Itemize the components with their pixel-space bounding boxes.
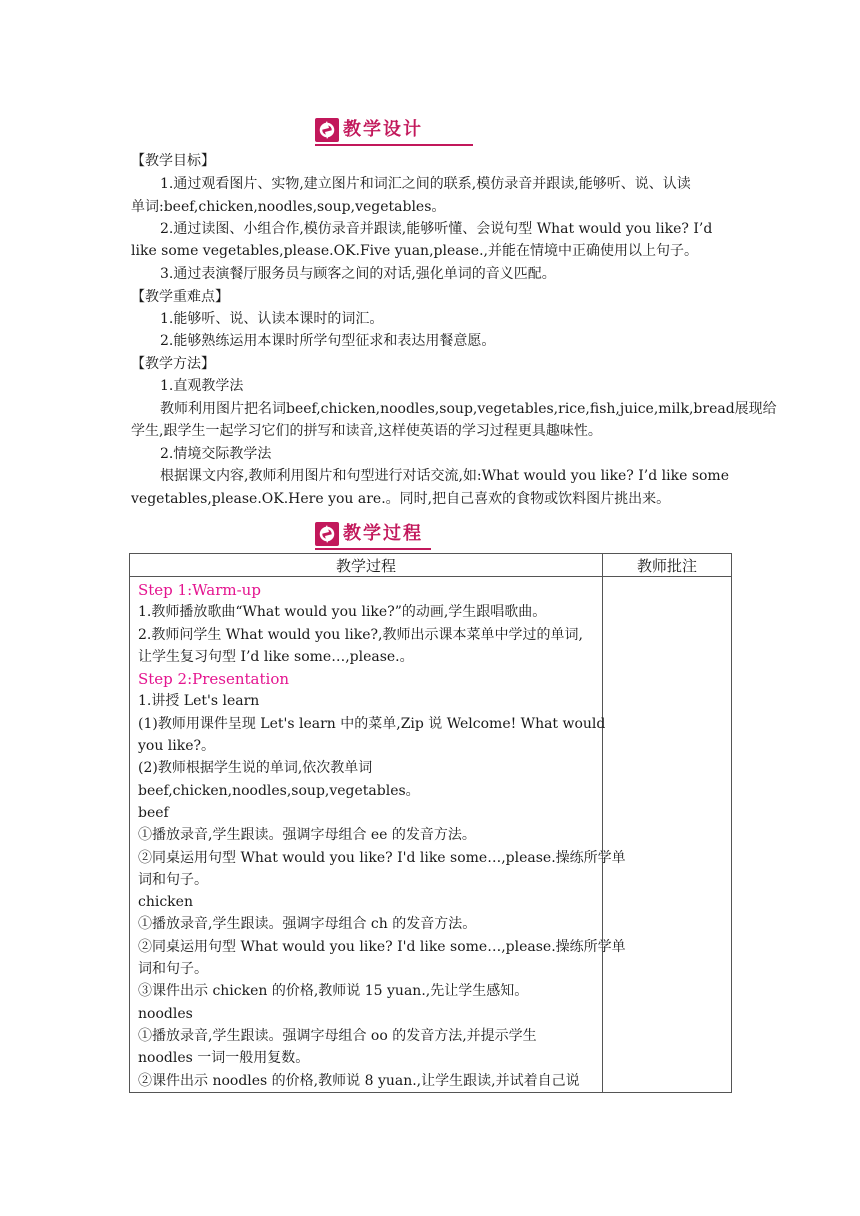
process-line: 1.教师播放歌曲“What would you like?”的动画,学生跟唱歌曲。	[138, 604, 547, 621]
title-underline	[315, 144, 473, 146]
objectives-line: like some vegetables,please.OK.Five yuan,please.,并能在情境中正确使用以上句子。	[131, 243, 698, 259]
step-heading: Step 2:Presentation	[138, 670, 290, 689]
section-banner-process	[315, 522, 423, 546]
objectives-heading: 【教学目标】	[131, 153, 215, 169]
methods-line: 学生,跟学生一起学习它们的拼写和读音,这样使英语的学习过程更具趣味性。	[131, 423, 602, 439]
section-title: 教学过程	[343, 523, 423, 544]
methods-line: 1.直观教学法	[160, 378, 244, 394]
process-content-cell	[130, 577, 626, 1093]
process-table	[129, 553, 732, 1093]
process-line: beef	[138, 804, 169, 821]
process-line: ①播放录音,学生跟读。强调字母组合 oo 的发音方法,并提示学生	[138, 1027, 537, 1044]
step-heading: Step 1:Warm-up	[138, 581, 261, 599]
objectives-line: 2.通过读图、小组合作,模仿录音并跟读,能够听懂、会说句型 What would you like? I’d	[160, 221, 713, 237]
methods-line: 2.情境交际教学法	[160, 446, 272, 462]
process-line: chicken	[138, 894, 193, 911]
methods-heading: 【教学方法】	[131, 356, 215, 372]
process-line: you like?。	[138, 738, 216, 755]
process-line: 1.讲授 Let's learn	[138, 693, 260, 710]
process-line: beef,chicken,noodles,soup,vegetables。	[138, 782, 420, 799]
table-header-row	[130, 554, 732, 577]
process-line: 词和句子。	[138, 871, 208, 888]
process-line: noodles	[138, 1005, 193, 1022]
process-line: ①播放录音,学生跟读。强调字母组合 ee 的发音方法。	[138, 827, 476, 844]
process-line: ②课件出示 noodles 的价格,教师说 8 yuan.,让学生跟读,并试着自己说	[138, 1072, 580, 1089]
section-title: 教学设计	[343, 119, 423, 140]
process-line: 词和句子。	[138, 961, 208, 978]
key-points-heading: 【教学重难点】	[131, 289, 229, 305]
objectives-line: 单词:beef,chicken,noodles,soup,vegetables。	[131, 199, 446, 215]
key-points-line: 1.能够听、说、认读本课时的词汇。	[160, 311, 384, 327]
process-line: (2)教师根据学生说的单词,依次教单词	[138, 760, 373, 777]
process-line: noodles 一词一般用复数。	[138, 1050, 310, 1067]
logo-icon	[315, 522, 339, 546]
objectives-line: 1.通过观看图片、实物,建立图片和词汇之间的联系,模仿录音并跟读,能够听、说、认读	[160, 176, 691, 192]
process-line: (1)教师用课件呈现 Let's learn 中的菜单,Zip 说 Welcome! What would	[138, 715, 606, 732]
table-row	[130, 577, 732, 1093]
process-line: ②同桌运用句型 What would you like? I'd like some…,please.操练所学单	[138, 938, 626, 955]
process-line: 2.教师问学生 What would you like?,教师出示课本菜单中学过的单词,	[138, 626, 583, 643]
methods-line: 根据课文内容,教师利用图片和句型进行对话交流,如:What would you like? I’d like some	[160, 468, 729, 484]
process-line: ①播放录音,学生跟读。强调字母组合 ch 的发音方法。	[138, 916, 477, 933]
teacher-notes-cell	[603, 577, 732, 1093]
title-underline	[315, 548, 431, 550]
objectives-line: 3.通过表演餐厅服务员与顾客之间的对话,强化单词的音义匹配。	[160, 266, 556, 282]
methods-line: vegetables,please.OK.Here you are.。同时,把自己喜欢的食物或饮料图片挑出来。	[131, 491, 671, 507]
column-header-notes: 教师批注	[603, 554, 732, 577]
key-points-line: 2.能够熟练运用本课时所学句型征求和表达用餐意愿。	[160, 333, 496, 349]
process-line: ②同桌运用句型 What would you like? I'd like some…,please.操练所学单	[138, 849, 626, 866]
methods-line: 教师利用图片把名词beef,chicken,noodles,soup,vegetables,rice,fish,juice,milk,bread展现给	[160, 401, 777, 417]
section-banner-design	[315, 118, 423, 142]
process-line: ③课件出示 chicken 的价格,教师说 15 yuan.,先让学生感知。	[138, 983, 529, 1000]
column-header-process: 教学过程	[130, 554, 603, 577]
process-line: 让学生复习句型 I’d like some…,please.。	[138, 648, 414, 665]
logo-icon	[315, 118, 339, 142]
